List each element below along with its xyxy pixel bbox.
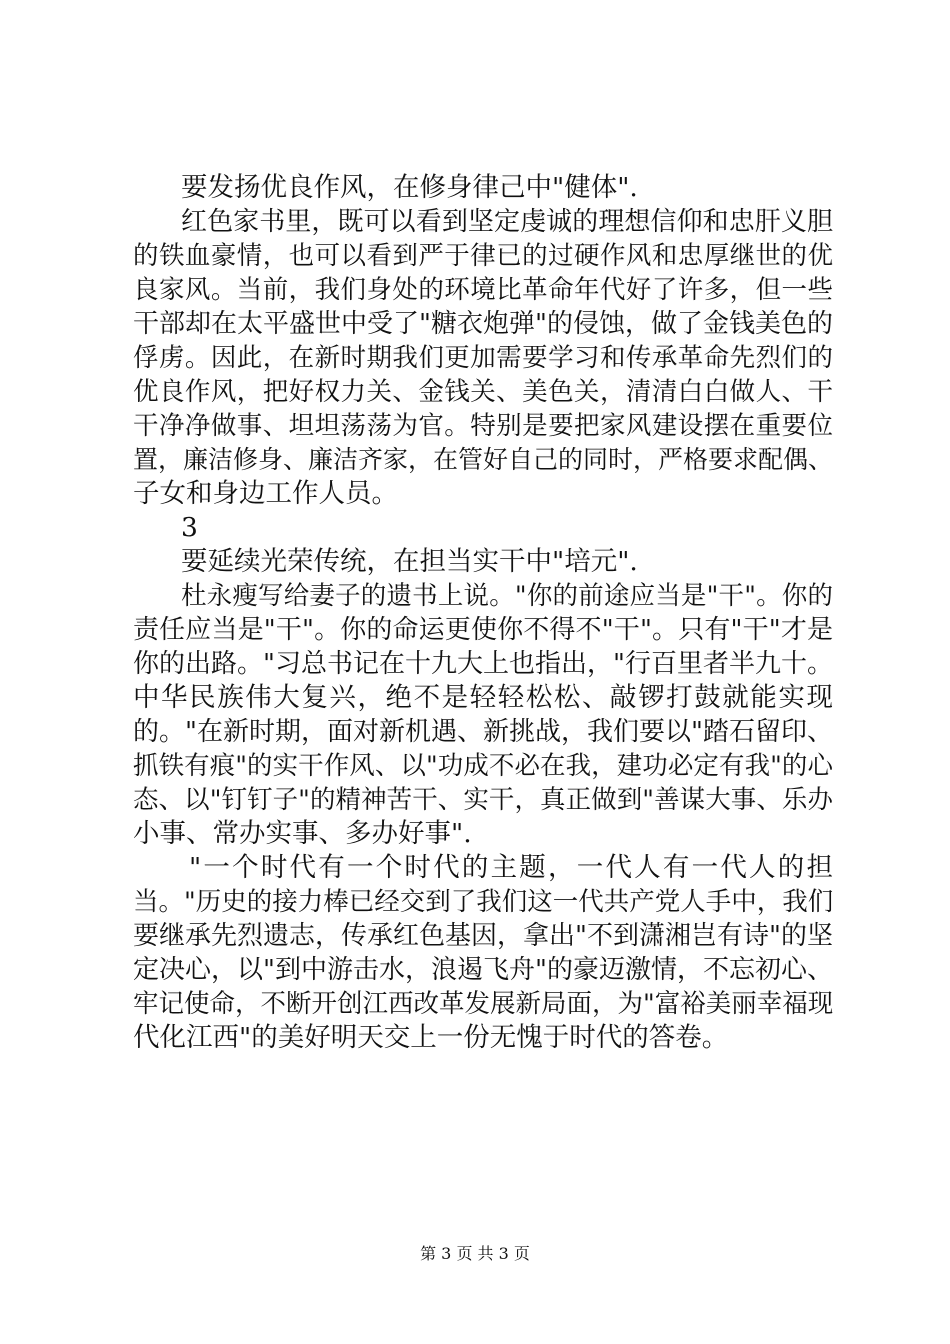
paragraph-line: 态、以"钉钉子"的精神苦干、实干，真正做到"善谋大事、乐办 xyxy=(133,785,833,815)
paragraph-line: 优良作风，把好权力关、金钱关、美色关，清清白白做人、干 xyxy=(133,377,833,407)
paragraph-line: 置，廉洁修身、廉洁齐家，在管好自己的同时，严格要求配偶、 xyxy=(133,445,834,474)
paragraph-line: 干净净做事、坦坦荡荡为官。特别是要把家风建设摆在重要位 xyxy=(133,411,833,441)
heading-line: 要发扬优良作风，在修身律己中"健体". xyxy=(181,172,638,203)
heading-line: 要延续光荣传统，在担当实干中"培元". xyxy=(181,546,638,577)
paragraph-line: 杜永瘦写给妻子的遗书上说。"你的前途应当是"干"。你的 xyxy=(181,581,833,611)
paragraph-line: 你的出路。"习总书记在十九大上也指出，"行百里者半九十。 xyxy=(133,649,833,679)
paragraph-line: 的。"在新时期，面对新机遇、新挑战，我们要以"踏石留印、 xyxy=(133,717,833,747)
paragraph-line: 当。"历史的接力棒已经交到了我们这一代共产党人手中，我们 xyxy=(133,887,834,917)
paragraph-line: 的铁血豪情，也可以看到严于律已的过硬作风和忠厚继世的优 xyxy=(133,241,833,271)
paragraph-line: "一个时代有一个时代的主题，一代人有一代人的担 xyxy=(189,852,833,883)
section-number: 3 xyxy=(181,512,198,543)
paragraph-line: 子女和身边工作人员。 xyxy=(133,478,398,509)
paragraph-line: 要继承先烈遗志，传承红色基因，拿出"不到潇湘岂有诗"的坚 xyxy=(133,921,833,951)
paragraph-line: 定决心，以"到中游击水，浪遏飞舟"的豪迈激情，不忘初心、 xyxy=(133,955,833,985)
document-body xyxy=(133,171,833,1055)
paragraph-line: 代化江西"的美好明天交上一份无愧于时代的答卷。 xyxy=(133,1022,729,1053)
paragraph-line: 小事、常办实事、多办好事". xyxy=(133,818,472,849)
paragraph-line: 红色家书里，既可以看到坚定虔诚的理想信仰和忠肝义胆 xyxy=(181,207,833,237)
paragraph-line: 中华民族伟大复兴，绝不是轻轻松松、敲锣打鼓就能实现 xyxy=(133,682,833,713)
paragraph-line: 俘虏。因此，在新时期我们更加需要学习和传承革命先烈们的 xyxy=(133,343,833,373)
paragraph-line: 牢记使命，不断开创江西改革发展新局面，为"富裕美丽幸福现 xyxy=(133,989,834,1019)
page-footer: 第 3 页 共 3 页 xyxy=(420,1244,530,1263)
paragraph-line: 干部却在太平盛世中受了"糖衣炮弹"的侵蚀，做了金钱美色的 xyxy=(133,309,833,339)
paragraph-line: 责任应当是"干"。你的命运更使你不得不"干"。只有"干"才是 xyxy=(133,615,833,645)
paragraph-line: 抓铁有痕"的实干作风、以"功成不必在我，建功必定有我"的心 xyxy=(133,751,833,781)
paragraph-line: 良家风。当前，我们身处的环境比革命年代好了许多，但一些 xyxy=(133,275,833,305)
